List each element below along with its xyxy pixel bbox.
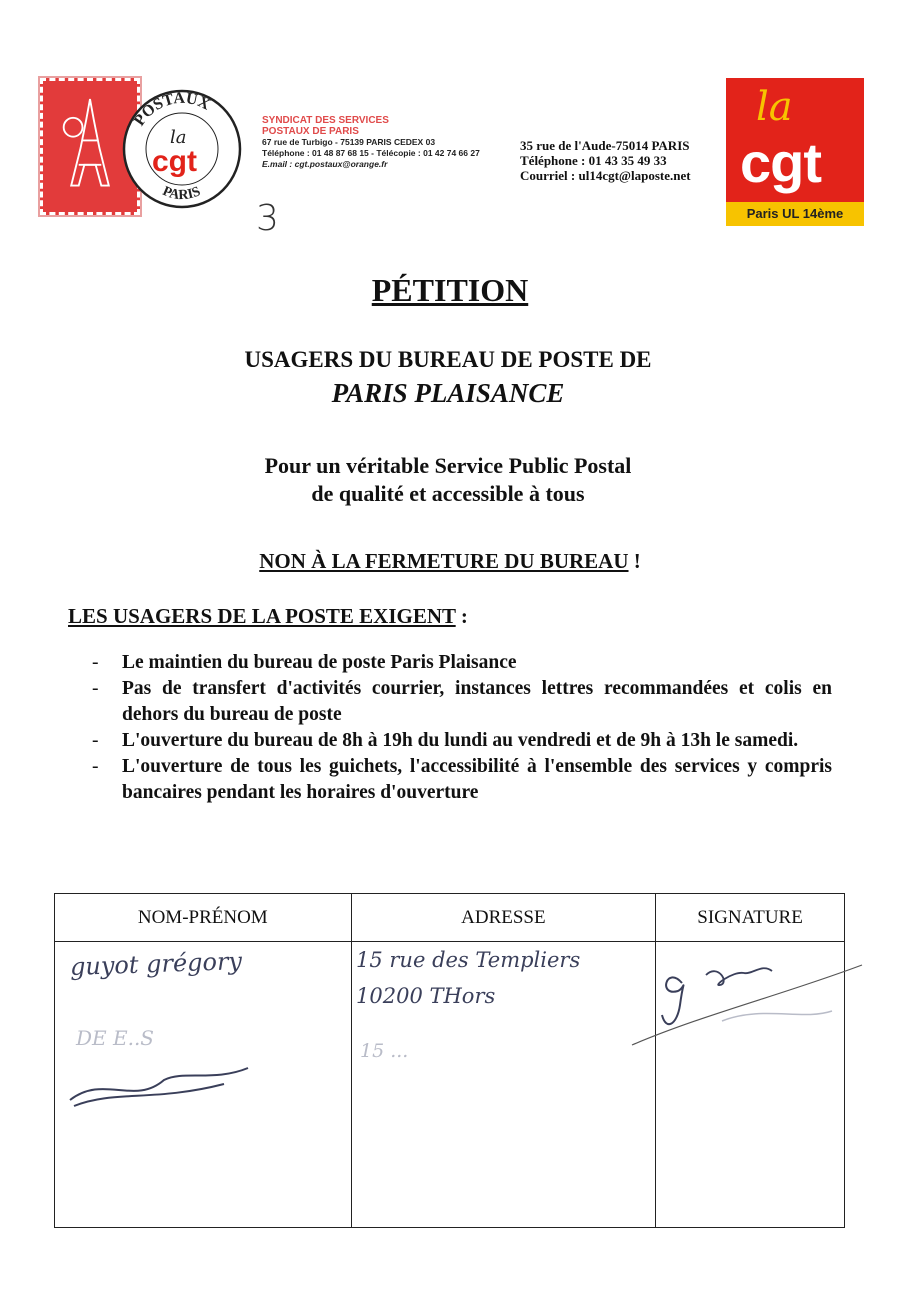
slogan-suffix: ! [628, 549, 641, 573]
ul-phone: Téléphone : 01 43 35 49 33 [520, 153, 667, 168]
syndicat-name-line1: SYNDICAT DES SERVICES [262, 115, 389, 126]
seal-top-text: POSTAUX [130, 89, 213, 129]
syndicat-address: 67 rue de Turbigo - 75139 PARIS CEDEX 03 [262, 137, 436, 147]
demands-heading-suffix: : [455, 604, 468, 628]
ul-email: Courriel : ul14cgt@laposte.net [520, 168, 691, 183]
column-header-address: ADRESSE [351, 894, 656, 942]
demands-list [92, 650, 832, 806]
handwritten-number: 3 [256, 198, 279, 239]
handwritten-address-2: 15 ... [360, 1040, 409, 1062]
syndicat-email: E.mail : cgt.postaux@orange.fr [262, 159, 388, 169]
scribble-signature [64, 1062, 254, 1112]
list-item: - L'ouverture du bureau de 8h à 19h du lundi au vendredi et de 9h à 13h le samedi. [92, 728, 832, 754]
syndicat-phone: Téléphone : 01 48 87 68 15 - Télécopie : 01 42 74 66 27 [262, 148, 480, 158]
seal-bottom-text: PARIS [160, 183, 203, 204]
subtitle-line2: PARIS PLAISANCE [331, 378, 565, 408]
slogan-text: NON À LA FERMETURE DU BUREAU [259, 549, 629, 573]
list-item: - L'ouverture de tous les guichets, l'accessibilité à l'ensemble des services y compris bancaires pendant les horaires d'ouverture [92, 754, 832, 806]
demands-heading-text: LES USAGERS DE LA POSTE EXIGENT [68, 604, 456, 628]
cgt-paris-ul-logo [726, 78, 864, 226]
slogan [0, 549, 900, 574]
handwritten-name-1: guyot grégory [69, 947, 243, 981]
handwritten-address-1-line2: 10200 THors [356, 984, 496, 1008]
cgt-postaux-seal [118, 85, 246, 213]
column-header-name: NOM-PRÉNOM [55, 894, 352, 942]
handwritten-signature [622, 935, 892, 1055]
page-title-text: PÉTITION [371, 272, 529, 308]
handwritten-name-2: DE E..S [76, 1026, 155, 1050]
tagline-line2: de qualité et accessible à tous [311, 481, 585, 506]
tagline-line1: Pour un véritable Service Public Postal [264, 453, 632, 478]
subtitle-line1: USAGERS DU BUREAU DE POSTE DE [244, 347, 652, 372]
syndicat-info [262, 115, 480, 170]
handwritten-address-1-line1: 15 rue des Templiers [356, 948, 581, 972]
syndicat-name-line2: POSTAUX DE PARIS [262, 126, 359, 137]
logo-band-text: Paris UL 14ème [726, 202, 864, 226]
list-item: - Pas de transfert d'activités courrier, instances lettres recommandées et colis en dehors du bureau de poste [92, 676, 832, 728]
list-item: - Le maintien du bureau de poste Paris Plaisance [92, 650, 832, 676]
column-header-signature: SIGNATURE [656, 894, 845, 942]
demands-heading [68, 604, 468, 629]
ul-address: 35 rue de l'Aude-75014 PARIS [520, 138, 690, 153]
page-title [0, 272, 900, 309]
tagline [0, 452, 896, 508]
logo-cgt-text: cgt [740, 131, 821, 194]
logo-la-text: la [756, 84, 793, 130]
ul-contact [520, 138, 691, 183]
seal-cgt-text: cgt [152, 145, 197, 178]
seal-la-text: la [170, 127, 187, 148]
